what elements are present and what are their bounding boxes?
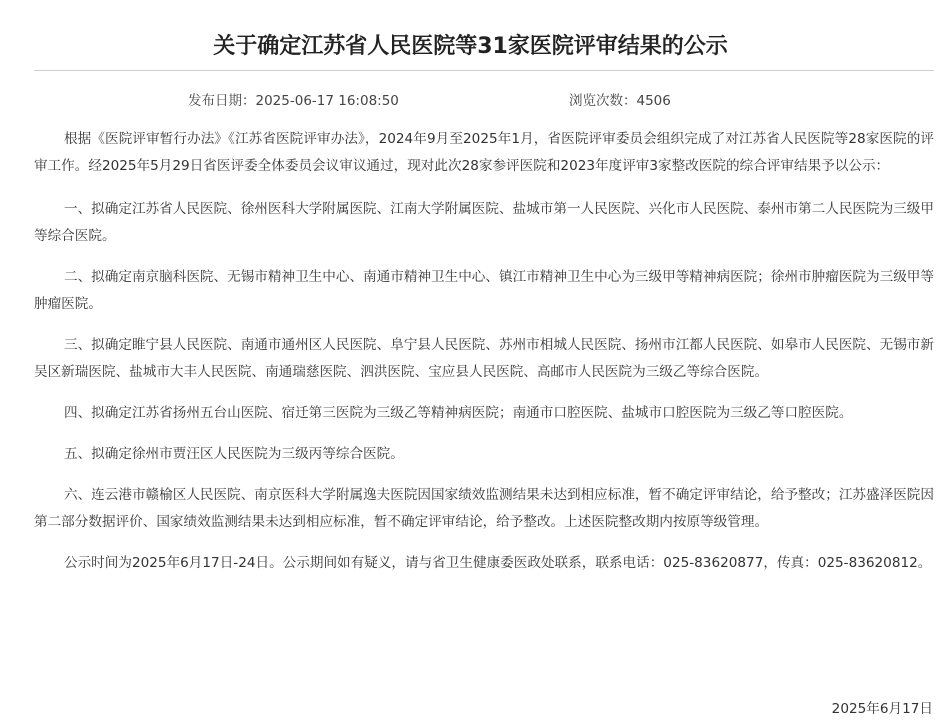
contact-paragraph: 公示时间为2025年6月17日-24日。公示期间如有疑义，请与省卫生健康委医政处联系，联系电话：025-83620877，传真：025-83620812。 <box>64 555 932 571</box>
publish-date <box>188 90 399 112</box>
intro-paragraph: 根据《医院评审暂行办法》《江苏省医院评审办法》，2024年9月至2025年1月，省医院评审委员会组织完成了对江苏省人民医院等28家医院的评审工作。经2025年5月29日省医评委全体委员会议审议通过，现对此次28家参评医院和2023年度评审3家整改医院的综合评审结果予以公示： <box>34 131 934 174</box>
publish-date-label: 发布日期： <box>188 93 256 109</box>
publish-date-value: 2025-06-17 16:08:50 <box>255 93 399 109</box>
article-body <box>34 126 934 587</box>
item-four-paragraph: 四、拟确定江苏省扬州五台山医院、宿迁第三医院为三级乙等精神病医院；南通市口腔医院、盐城市口腔医院为三级乙等口腔医院。 <box>64 405 853 421</box>
page-title: 关于确定江苏省人民医院等31家医院评审结果的公示 <box>213 33 728 59</box>
view-count <box>569 90 671 112</box>
item-five-paragraph: 五、拟确定徐州市贾汪区人民医院为三级丙等综合医院。 <box>64 446 404 462</box>
title-divider <box>34 70 934 71</box>
item-one-paragraph: 一、拟确定江苏省人民医院、徐州医科大学附属医院、江南大学附属医院、盐城市第一人民医院、兴化市人民医院、泰州市第二人民医院为三级甲等综合医院。 <box>34 201 934 244</box>
item-two-paragraph: 二、拟确定南京脑科医院、无锡市精神卫生中心、南通市精神卫生中心、镇江市精神卫生中心为三级甲等精神病医院；徐州市肿瘤医院为三级甲等肿瘤医院。 <box>34 269 934 312</box>
item-three-paragraph: 三、拟确定睢宁县人民医院、南通市通州区人民医院、阜宁县人民医院、苏州市相城人民医院、扬州市江都人民医院、如皋市人民医院、无锡市新吴区新瑞医院、盐城市大丰人民医院、南通瑞慈医院、泗洪医院、宝应县人民医院、高邮市人民医院为三级乙等综合医院。 <box>34 337 934 380</box>
view-count-label: 浏览次数： <box>569 93 637 109</box>
signature-date: 2025年6月17日 <box>831 701 933 717</box>
view-count-value: 4506 <box>636 93 671 109</box>
item-six-paragraph: 六、连云港市赣榆区人民医院、南京医科大学附属逸夫医院因国家绩效监测结果未达到相应标准，暂不确定评审结论，给予整改；江苏盛泽医院因第二部分数据评价、国家绩效监测结果未达到相应标准，暂不确定评审结论，给予整改。上述医院整改期内按原等级管理。 <box>34 487 934 530</box>
